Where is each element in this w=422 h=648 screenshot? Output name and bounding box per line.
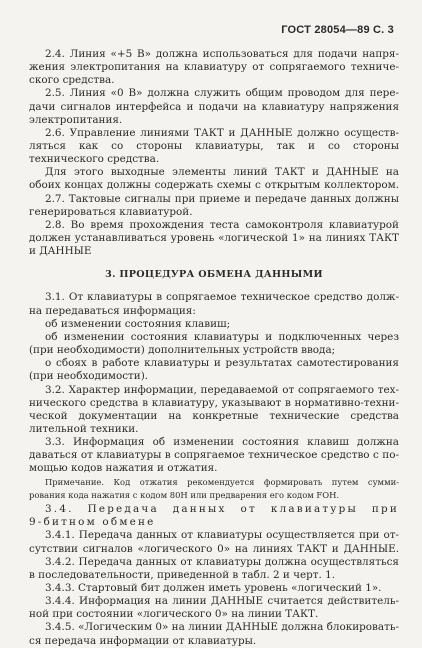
text-line: электропитания. [29,113,123,126]
text-line: на передаваться информация: [29,304,196,317]
section-3-4-paragraphs [29,503,399,648]
text-line: даваться от клавиатуры в сопрягаемое техническое средство с по- [29,449,399,462]
text-line: об изменении состояния клавиатуры и подключенных через [45,330,399,343]
text-line: лительной техники. [29,422,139,435]
text-line: 3.4.3. Стартовый бит должен иметь уровень «логический 1». [45,581,382,594]
text-line: генерироваться клавиатурой. [29,205,193,218]
text-line: ной при состоянии «логического 0» на линии ТАКТ. [29,608,319,621]
text-line: 3.4.1. Передача данных от клавиатуры осуществляется при от- [45,529,399,542]
text-line: жения электропитания на клавиатуру от сопрягаемого техниче- [29,61,399,74]
text-line: ческой документации на конкретные технические средства [29,409,399,422]
text-line: 3.1. От клавиатуры в сопрягаемое техническое средство долж- [45,291,399,304]
text-line: о сбоях в работе клавиатуры и результатах самотестирования [45,357,399,370]
text-line: в последовательности, приведенной в табл. 2 и черт. 1. [29,568,336,581]
text-line: технического средства. [29,153,160,166]
text-line: 3.2. Характер информации, передаваемой от сопрягаемого тех- [45,383,399,396]
text-line: мощью кодов нажатия и отжатия. [29,462,218,475]
text-line: 2.8. Во время прохождения теста самоконтроля клавиатурой [45,218,399,231]
text-line: ляться как со стороны клавиатуры, так и со стороны [29,140,399,153]
section-3-paragraphs [29,291,399,475]
text-line: 3.4.2. Передача данных от клавиатуры должна осуществляться [45,555,399,568]
text-line: 9-битном обмене [29,516,156,529]
text-line: 3.4.4. Информация на линии ДАННЫЕ считается действитель- [45,595,399,608]
text-line: 3.3. Информация об изменении состояния клавиш должна [45,436,399,449]
text-line: 3.4. Передача данных от клавиатуры при [45,503,399,516]
text-line: должен устанавливаться уровень «логической 1» на линиях ТАКТ [29,232,399,245]
text-line: рования кода нажатия с кодом 80H или предварения его кодом FOH. [29,489,340,500]
document-body [29,48,399,648]
section-3-title: 3. ПРОЦЕДУРА ОБМЕНА ДАННЫМИ [105,269,323,281]
text-line: ся передача информации от клавиатуры. [29,634,257,647]
text-line: 2.4. Линия «+5 В» должна использоваться для подачи напря- [45,48,399,60]
text-line: об изменении состояния клавиш; [45,317,231,330]
text-line: нического средства в клавиатуру, указывают в нормативно-техни- [29,396,399,409]
text-line: и ДАННЫЕ [29,245,92,258]
text-line: (при необходимости). [29,370,149,383]
page-header-code: ГОСТ 28054—89 С. 3 [281,24,394,36]
text-line: обоих концах должны содержать схемы с открытым коллектором. [29,179,399,192]
text-line: 2.7. Тактовые сигналы при приеме и передаче данных должны [45,192,399,205]
text-line: 2.5. Линия «0 В» должна служить общим проводом для пере- [45,87,399,100]
text-line: дачи сигналов интерфейса и подачи на клавиатуру напряжения [29,100,399,113]
section-2-paragraphs [29,48,399,258]
text-line: Для этого выходные элементы линий ТАКТ и ДАННЫЕ на [45,166,399,179]
text-line: 2.6. Управление линиями ТАКТ и ДАННЫЕ должно осуществ- [45,126,399,139]
text-line: сутствии сигналов «логического 0» на линиях ТАКТ и ДАННЫЕ. [29,542,399,555]
text-line: Примечание. Код отжатия рекомендуется формировать путем сумми- [45,476,399,487]
text-line: (при необходимости) дополнительных устройств ввода; [29,344,336,357]
text-line: ского средства. [29,74,115,87]
note-block [29,476,399,502]
text-line: 3.4.5. «Логическим 0» на линии ДАННЫЕ должна блокировать- [45,621,399,634]
